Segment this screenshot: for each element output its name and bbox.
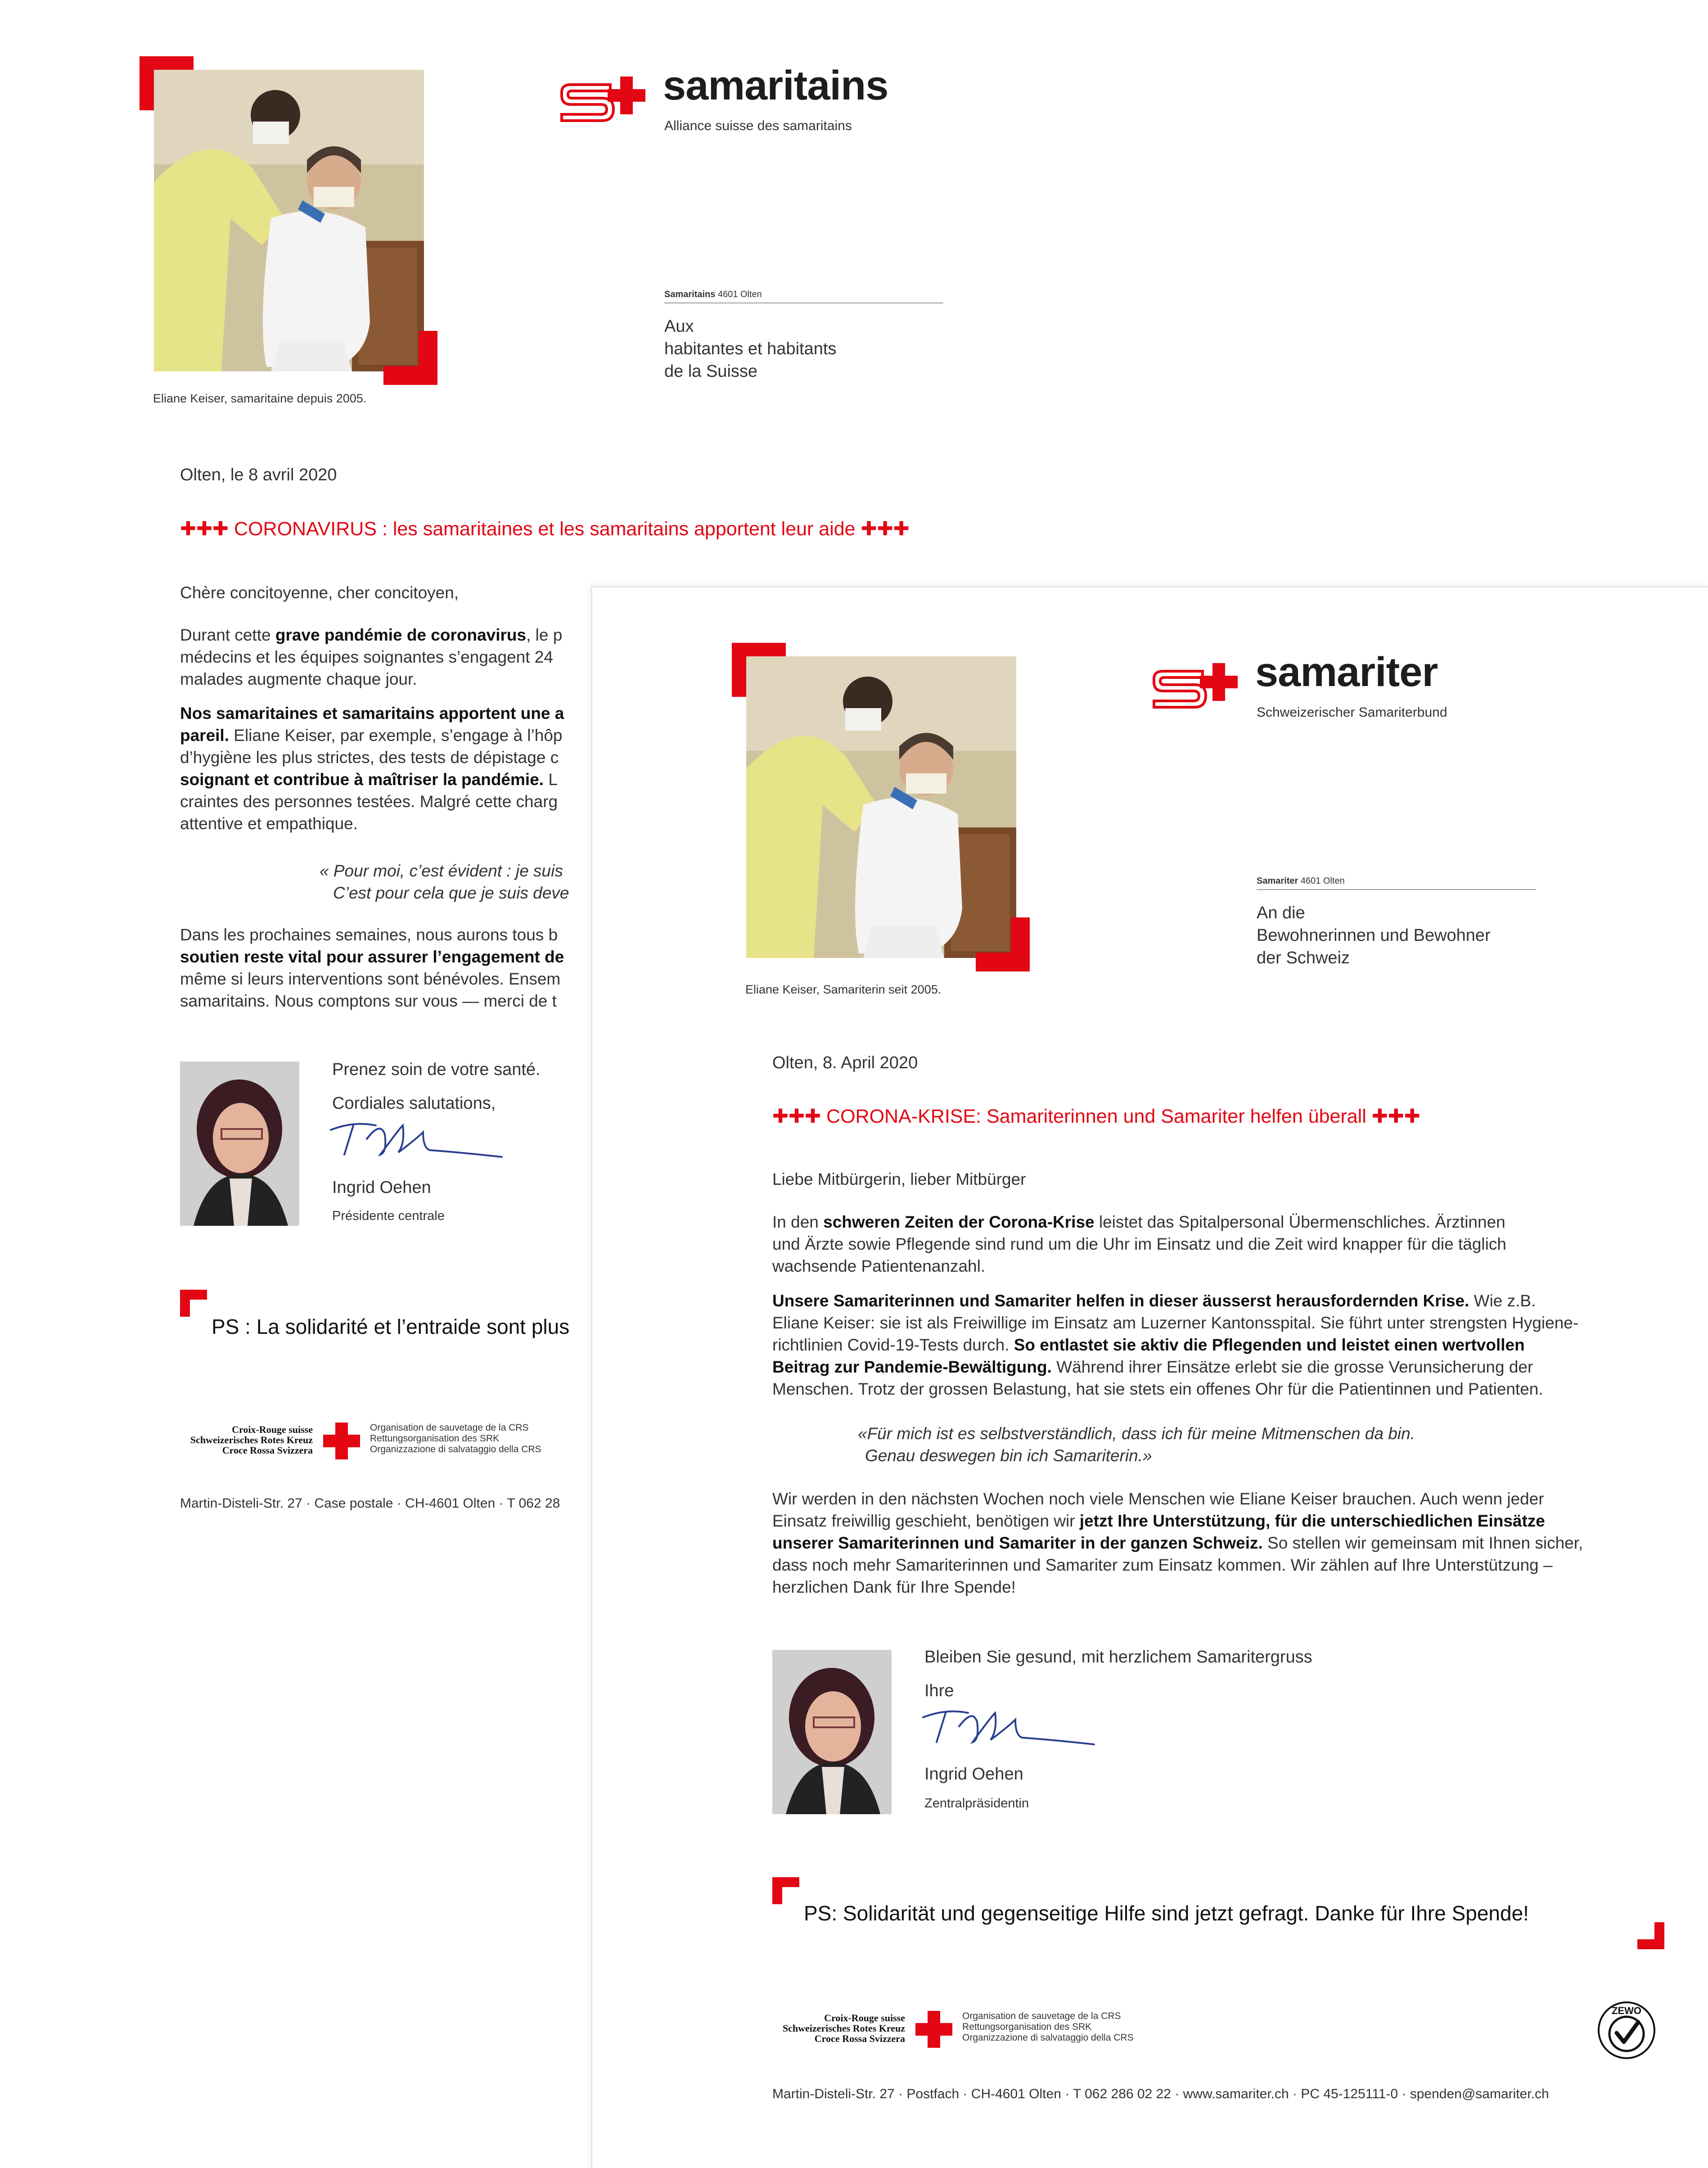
sender-org: Samariter xyxy=(1257,876,1298,886)
samaritans-logo-icon xyxy=(557,68,656,140)
samariter-logo-icon xyxy=(1149,654,1248,726)
recipient-line: Aux xyxy=(664,317,694,336)
salutation: Liebe Mitbürgerin, lieber Mitbürger xyxy=(772,1170,1026,1188)
letter-german xyxy=(591,586,1708,2168)
paragraph-1: Durant cette grave pandémie de coronavirus, le p médecins et les équipes soignantes s’engagent 24 malades augmente chaque jour. xyxy=(180,626,563,688)
ps-corner-icon xyxy=(180,1290,207,1317)
quote: «Für mich ist es selbstverständlich, dass ich für meine Mitmenschen da bin. Genau deswegen bin ich Samariterin.» xyxy=(858,1424,1415,1465)
photo-caption: Eliane Keiser, Samariterin seit 2005. xyxy=(745,983,942,996)
volunteer-photo xyxy=(154,70,424,371)
recipient-line: Bewohnerinnen und Bewohner xyxy=(1257,926,1491,945)
crs-organisation: Organisation de sauvetage de la CRS Rettungsorganisation des SRK Organizzazione di salvataggio della CRS xyxy=(370,1423,541,1454)
brand-tagline: Schweizerischer Samariterbund xyxy=(1257,705,1447,720)
ps-text: PS : La solidarité et l’entraide sont plus xyxy=(212,1315,570,1338)
signer-role: Zentralpräsidentin xyxy=(924,1796,1029,1811)
headline-text: CORONA-KRISE: Samariterinnen und Samariter helfen überall xyxy=(826,1106,1366,1127)
headline-text: CORONAVIRUS : les samaritaines et les samaritains apportent leur aide xyxy=(234,518,856,540)
letter-date: Olten, 8. April 2020 xyxy=(772,1053,918,1072)
red-corner-bottom-right xyxy=(976,917,1030,971)
paragraph-2: Nos samaritaines et samaritains apportent une a pareil. Eliane Keiser, par exemple, s’engage à l’hôp d’hygiène les plus strictes, des tests de dépistage c soignant et contribue à maîtriser la pandémie. L craintes des personnes testées. Malgré cette charg attentive et empathique. xyxy=(180,704,564,833)
closing-line-2: Ihre xyxy=(924,1681,954,1700)
ps-text: PS: Solidarität und gegenseitige Hilfe sind jetzt gefragt. Danke für Ihre Spende! xyxy=(804,1902,1529,1925)
president-portrait xyxy=(180,1061,299,1226)
crs-organisation: Organisation de sauvetage de la CRS Rettungsorganisation des SRK Organizzazione di salvataggio della CRS xyxy=(962,2011,1134,2043)
closing-line-1: Prenez soin de votre santé. xyxy=(332,1060,541,1079)
headline xyxy=(180,518,910,540)
paragraph-2: Unsere Samariterinnen und Samariter helfen in dieser äusserst herausfordernden Krise. Wie z.B. Eliane Keiser: sie ist als Freiwillige im Einsatz am Luzerner Kantonsspital. Sie führt unter strengsten Hygiene- richtlinien Covid-19-Tests durch. So entlastet sie aktiv die Pflegenden und leistet einen wertvollen Beitrag zur Pandemie-Bewältigung. Während ihrer Einsätze erlebt sie die grosse Verunsicherung der Menschen. Trotz der grossen Belastung, hat sie stets ein offenes Ohr für die Patientinnen und Patienten. xyxy=(772,1292,1579,1398)
sender-place: 4601 Olten xyxy=(1300,876,1345,886)
brand-name: samariter xyxy=(1255,649,1438,695)
footer-address: Martin-Disteli-Str. 27 · Case postale · CH-4601 Olten · T 062 28 xyxy=(180,1496,560,1511)
cross-icons-left: ✚✚✚ xyxy=(772,1106,821,1127)
cross-icons-left: ✚✚✚ xyxy=(180,518,229,540)
ps-corner-icon-right xyxy=(1637,1922,1664,1949)
closing-line-2: Cordiales salutations, xyxy=(332,1094,496,1113)
paragraph-3: Wir werden in den nächsten Wochen noch viele Menschen wie Eliane Keiser brauchen. Auch wenn jeder Einsatz freiwillig geschieht, benötigen wir jetzt Ihre Unterstützung, für die unterschiedlichen Einsätze unserer Samariterinnen und Samariter in der ganzen Schweiz. So stellen wir gemeinsam mit Ihnen sicher, dass noch mehr Samariterinnen und Samariter zum Einsatz kommen. Wir zählen auf Ihre Unterstützung – herzlichen Dank für Ihre Spende! xyxy=(772,1490,1583,1596)
paragraph-1: In den schweren Zeiten der Corona-Krise leistet das Spitalpersonal Übermenschliches. Ärztinnen und Ärzte sowie Pflegende sind rund um die Uhr im Einsatz und die Zeit wird knapper für die täglich wachsende Patientenanzahl. xyxy=(772,1213,1506,1275)
letter-date: Olten, le 8 avril 2020 xyxy=(180,465,337,484)
quote: « Pour moi, c’est évident : je suis C’est pour cela que je suis deve xyxy=(320,862,569,902)
recipient-address xyxy=(664,315,836,383)
sender-place: 4601 Olten xyxy=(717,289,762,299)
brand-tagline: Alliance suisse des samaritains xyxy=(664,118,852,133)
red-cross-icon xyxy=(323,1423,360,1459)
zewo-seal-icon xyxy=(1595,1999,1658,2062)
recipient-address xyxy=(1257,902,1491,969)
cross-icons-right: ✚✚✚ xyxy=(1371,1106,1420,1127)
recipient-line: habitantes et habitants xyxy=(664,339,837,358)
paragraph-3: Dans les prochaines semaines, nous aurons tous b soutien reste vital pour assurer l’engagement de même si leurs interventions sont bénévoles. Ensem samaritains. Nous comptons sur vous — merci de t xyxy=(180,926,564,1010)
crs-names: Croix-Rouge suisse Schweizerisches Rotes Kreuz Croce Rossa Svizzera xyxy=(190,1424,313,1456)
sender-line xyxy=(664,289,943,303)
signer-name: Ingrid Oehen xyxy=(924,1765,1023,1784)
ps-corner-icon xyxy=(772,1877,799,1904)
red-cross-icon xyxy=(915,2011,952,2048)
photo-caption: Eliane Keiser, samaritaine depuis 2005. xyxy=(153,392,367,405)
recipient-line: der Schweiz xyxy=(1257,948,1350,967)
handwritten-signature xyxy=(919,1699,1099,1753)
sender-org: Samaritains xyxy=(664,289,716,299)
volunteer-photo xyxy=(746,656,1016,958)
zewo-label: ZEWO xyxy=(1612,2005,1641,2016)
signer-role: Présidente centrale xyxy=(332,1209,445,1223)
footer-address: Martin-Disteli-Str. 27 · Postfach · CH-4601 Olten · T 062 286 02 22 · www.samariter.ch · PC 45-125111-0 · spenden@samariter.ch xyxy=(772,2087,1549,2101)
salutation: Chère concitoyenne, cher concitoyen, xyxy=(180,583,459,602)
red-corner-bottom-right xyxy=(383,331,437,385)
sender-line xyxy=(1257,876,1536,890)
president-portrait xyxy=(772,1650,892,1814)
closing-line-1: Bleiben Sie gesund, mit herzlichem Samaritergruss xyxy=(924,1648,1312,1667)
crs-names: Croix-Rouge suisse Schweizerisches Rotes Kreuz Croce Rossa Svizzera xyxy=(782,2012,905,2044)
brand-name: samaritains xyxy=(663,63,888,108)
handwritten-signature xyxy=(326,1112,506,1166)
recipient-line: de la Suisse xyxy=(664,362,758,381)
signer-name: Ingrid Oehen xyxy=(332,1178,431,1197)
headline xyxy=(772,1105,1420,1128)
cross-icons-right: ✚✚✚ xyxy=(861,518,910,540)
recipient-line: An die xyxy=(1257,903,1305,922)
